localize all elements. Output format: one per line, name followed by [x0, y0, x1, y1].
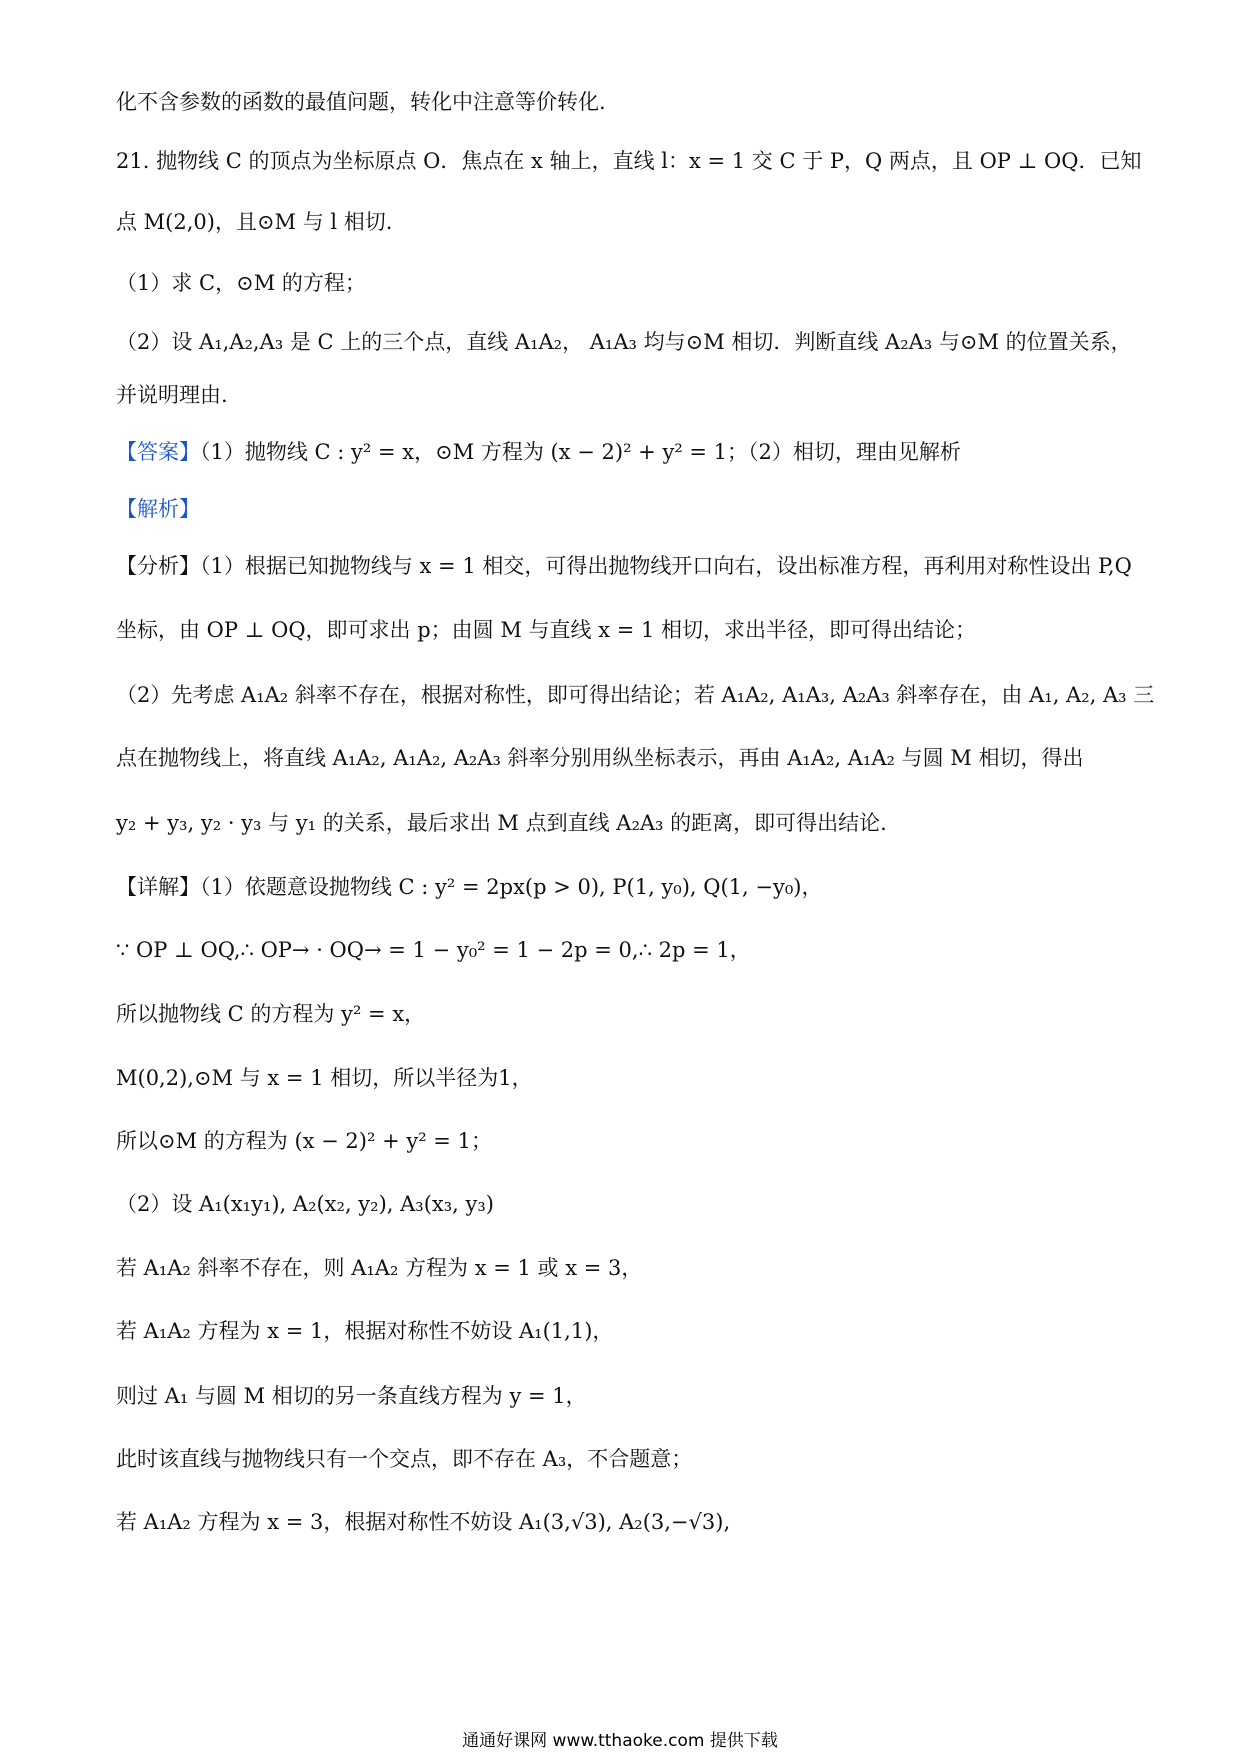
- line-text: 若 A₁A₂ 方程为 x = 3，根据对称性不妨设 A₁(3,√3), A₂(3,−√3),: [116, 1510, 731, 1534]
- text-line: [116, 1125, 1140, 1157]
- line-text: 【分析】（1）根据已知抛物线与 x = 1 相交，可得出抛物线开口向右，设出标准方程，再利用对称性设出 P,Q: [116, 554, 1132, 578]
- text-line: [116, 379, 1140, 411]
- text-line: [116, 1252, 1140, 1284]
- text-line: [116, 550, 1140, 582]
- text-line: [116, 934, 1140, 966]
- line-text: （1）抛物线 C : y² = x，⊙M 方程为 (x − 2)² + y² = 1；（2）相切，理由见解析: [200, 440, 961, 464]
- line-text: 【详解】（1）依题意设抛物线 C : y² = 2px(p > 0), P(1, y₀), Q(1, −y₀)，: [116, 875, 823, 899]
- line-text: 则过 A₁ 与圆 M 相切的另一条直线方程为 y = 1，: [116, 1384, 587, 1408]
- text-line: [116, 871, 1140, 903]
- line-text: （2）设 A₁(x₁y₁), A₂(x₂, y₂), A₃(x₃, y₃): [116, 1192, 494, 1216]
- line-text: （1）求 C，⊙M 的方程；: [116, 271, 366, 295]
- text-line: [116, 742, 1140, 774]
- text-line: [116, 1380, 1140, 1412]
- line-text: 若 A₁A₂ 斜率不存在，则 A₁A₂ 方程为 x = 1 或 x = 3，: [116, 1256, 643, 1280]
- text-line: [116, 679, 1155, 711]
- text-line: [116, 614, 1140, 646]
- line-text: ∵ OP ⊥ OQ,∴ OP→ · OQ→ = 1 − y₀² = 1 − 2p = 0,∴ 2p = 1，: [116, 938, 751, 962]
- line-text: 点在抛物线上，将直线 A₁A₂, A₁A₂, A₂A₃ 斜率分别用纵坐标表示，再由 A₁A₂, A₁A₂ 与圆 M 相切，得出: [116, 746, 1084, 770]
- line-text: 坐标，由 OP ⊥ OQ，即可求出 p；由圆 M 与直线 x = 1 相切，求出半径，即可得出结论；: [116, 618, 977, 642]
- text-line: [116, 1315, 1140, 1347]
- text-line: [116, 145, 1140, 177]
- line-text: M(0,2),⊙M 与 x = 1 相切，所以半径为1，: [116, 1066, 533, 1090]
- text-line: [116, 86, 1140, 118]
- line-text: 若 A₁A₂ 方程为 x = 1，根据对称性不妨设 A₁(1,1)，: [116, 1319, 614, 1343]
- text-line: [116, 1443, 1140, 1475]
- line-text: 点 M(2,0)，且⊙M 与 l 相切.: [116, 210, 393, 234]
- line-text: 并说明理由.: [116, 383, 228, 407]
- line-text: （2）设 A₁,A₂,A₃ 是 C 上的三个点，直线 A₁A₂， A₁A₃ 均与⊙M 相切．判断直线 A₂A₃ 与⊙M 的位置关系，: [116, 330, 1132, 354]
- line-text: y₂ + y₃, y₂ · y₃ 与 y₁ 的关系，最后求出 M 点到直线 A₂A₃ 的距离，即可得出结论.: [116, 811, 887, 835]
- text-line: [116, 206, 1140, 238]
- line-text: （2）先考虑 A₁A₂ 斜率不存在，根据对称性，即可得出结论；若 A₁A₂, A₁A₃, A₂A₃ 斜率存在，由 A₁, A₂, A₃ 三: [116, 683, 1155, 707]
- section-tag: 【答案】: [116, 440, 200, 464]
- text-line: [116, 436, 1140, 468]
- line-text: 此时该直线与抛物线只有一个交点，即不存在 A₃，不合题意；: [116, 1447, 693, 1471]
- text-line: [116, 998, 1140, 1030]
- line-text: 化不含参数的函数的最值问题，转化中注意等价转化.: [116, 90, 606, 114]
- text-line: [116, 267, 1140, 299]
- line-text: 21. 抛物线 C 的顶点为坐标原点 O．焦点在 x 轴上，直线 l：x = 1 交 C 于 P，Q 两点，且 OP ⊥ OQ．已知: [116, 149, 1142, 173]
- text-line: [116, 807, 1140, 839]
- text-line: [116, 326, 1140, 358]
- text-line: [116, 1062, 1140, 1094]
- text-line: [116, 493, 1140, 525]
- section-tag: 【解析】: [116, 497, 200, 521]
- text-line: [116, 1506, 1140, 1538]
- line-text: 所以⊙M 的方程为 (x − 2)² + y² = 1；: [116, 1129, 492, 1153]
- line-text: 所以抛物线 C 的方程为 y² = x，: [116, 1002, 426, 1026]
- text-line: [116, 1188, 1140, 1220]
- footer-source: 通通好课网 www.tthaoke.com 提供下载: [462, 1731, 778, 1751]
